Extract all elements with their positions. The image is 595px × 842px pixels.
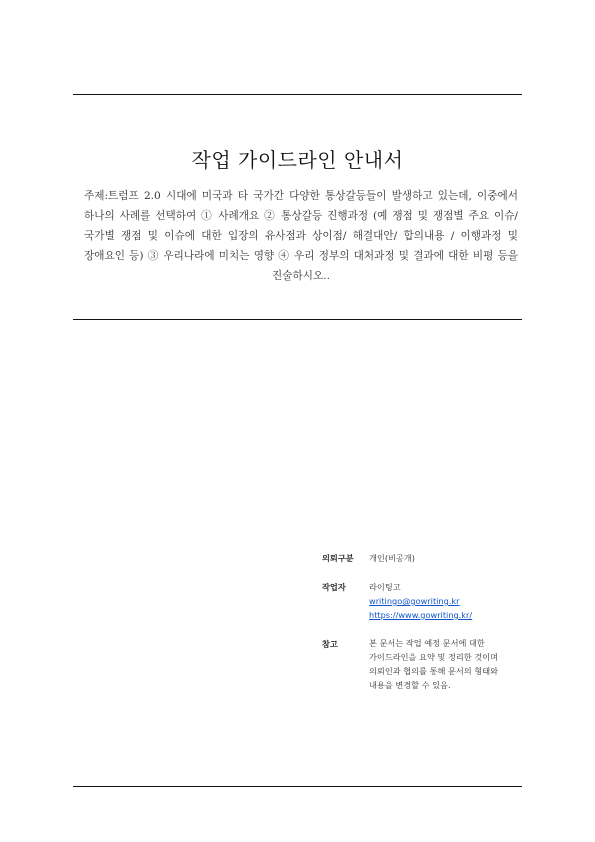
author-row	[322, 580, 532, 622]
note-text: 본 문서는 작업 예정 문서에 대한 가이드라인을 요약 및 정리한 것이며 의뢰인과 협의를 통해 문서의 형태와 내용을 변경할 수 있음.	[369, 638, 499, 690]
top-divider	[73, 94, 522, 95]
author-label: 작업자	[322, 582, 346, 592]
middle-divider	[73, 319, 522, 320]
note-label: 참고	[322, 639, 338, 649]
note-row	[322, 637, 532, 692]
request-type-label: 의뢰구분	[322, 553, 354, 563]
topic-summary: 주제:트럼프 2.0 시대에 미국과 타 국가간 다양한 통상갈등들이 발생하고 있는데, 이중에서 하나의 사례를 선택하여 ① 사례개요 ② 통상갈등 진행과정 (예 쟁점 및 쟁점별 주요 이슈/ 국가별 쟁점 및 이슈에 대한 입장의 유사점과 상이점/ 해결대안/ 합의내용 / 이행과정 및 장애요인 등) ③ 우리나라에 미치는 영향 ④ 우리 정부의 대처과정 및 결과에 대한 비평 등을 진술하시오..	[84, 190, 518, 282]
document-title: 작업 가이드라인 안내서	[191, 148, 404, 172]
request-type-row	[322, 551, 532, 565]
document-meta	[322, 551, 532, 707]
author-email-link[interactable]: writingo@gowriting.kr	[369, 596, 460, 606]
request-type-value: 개인(비공개)	[369, 553, 415, 563]
bottom-divider	[73, 786, 522, 787]
author-name: 라이팅고	[369, 582, 401, 592]
author-website-link[interactable]: https://www.gowriting.kr/	[369, 610, 473, 620]
